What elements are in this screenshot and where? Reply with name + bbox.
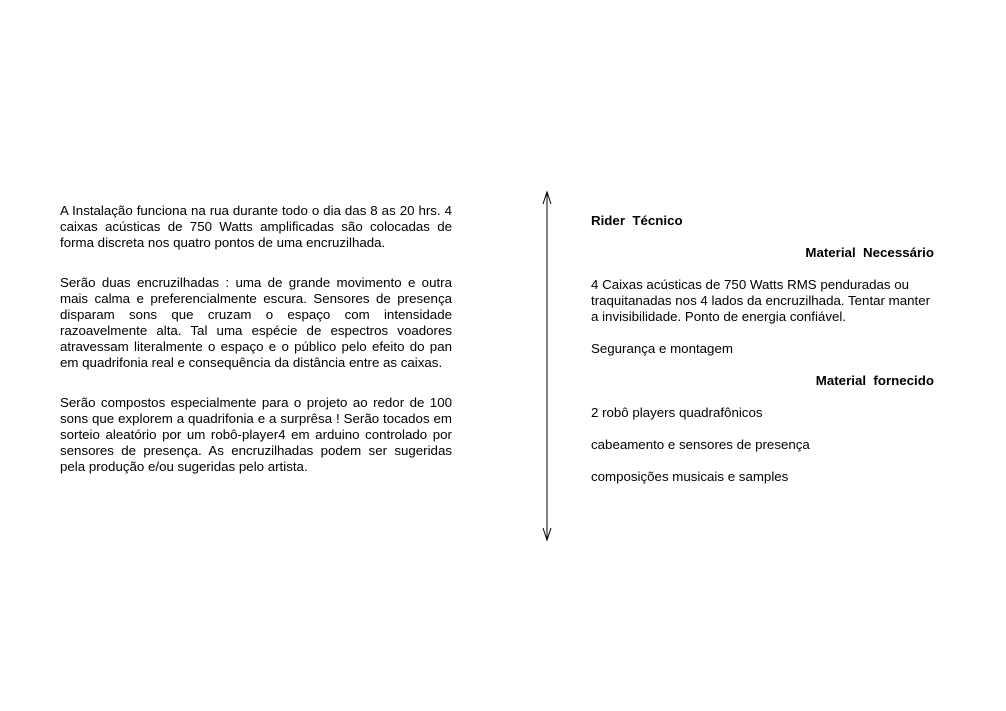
description-column — [60, 203, 452, 499]
provided-item: cabeamento e sensores de presença — [591, 437, 810, 452]
needed-heading: Material Necessário — [805, 245, 934, 260]
paragraph-installation: A Instalação funciona na rua durante todo o dia das 8 as 20 hrs. 4 caixas acústicas de 750 Watts amplificadas são colocadas de forma discreta nos quatro pontos de uma encruzilhada. — [60, 203, 452, 250]
provided-item: 2 robô players quadrafônicos — [591, 405, 763, 420]
rider-title: Rider Técnico — [591, 213, 683, 228]
provided-item: composições musicais e samples — [591, 469, 789, 484]
rider-column — [591, 213, 934, 485]
needed-item: 4 Caixas acústicas de 750 Watts RMS penduradas ou traquitanadas nos 4 lados da encruzilhada. Tentar manter a invisibilidade. Ponto de energia confiável. — [591, 277, 931, 324]
needed-item: Segurança e montagem — [591, 341, 733, 356]
provided-heading: Material fornecido — [815, 373, 934, 388]
double-arrow-icon — [538, 190, 556, 544]
paragraph-compositions: Serão compostos especialmente para o projeto ao redor de 100 sons que explorem a quadrifonia e a surprêsa ! Serão tocados em sorteio aleatório por um robô-player4 em arduino controlado por sensores de presença. As encruzilhadas podem ser sugeridas pela produção e/ou sugeridas pelo artista. — [60, 395, 452, 474]
paragraph-crossroads: Serão duas encruzilhadas : uma de grande movimento e outra mais calma e preferencialmente escura. Sensores de presença disparam sons que cruzam o espaço com intensidade razoavelmente alta. Tal uma espécie de espectros voadores atravessam literalmente o espaço e o público pelo efeito do pan em quadrifonia real e consequência da distância entre as caixas. — [60, 275, 452, 370]
